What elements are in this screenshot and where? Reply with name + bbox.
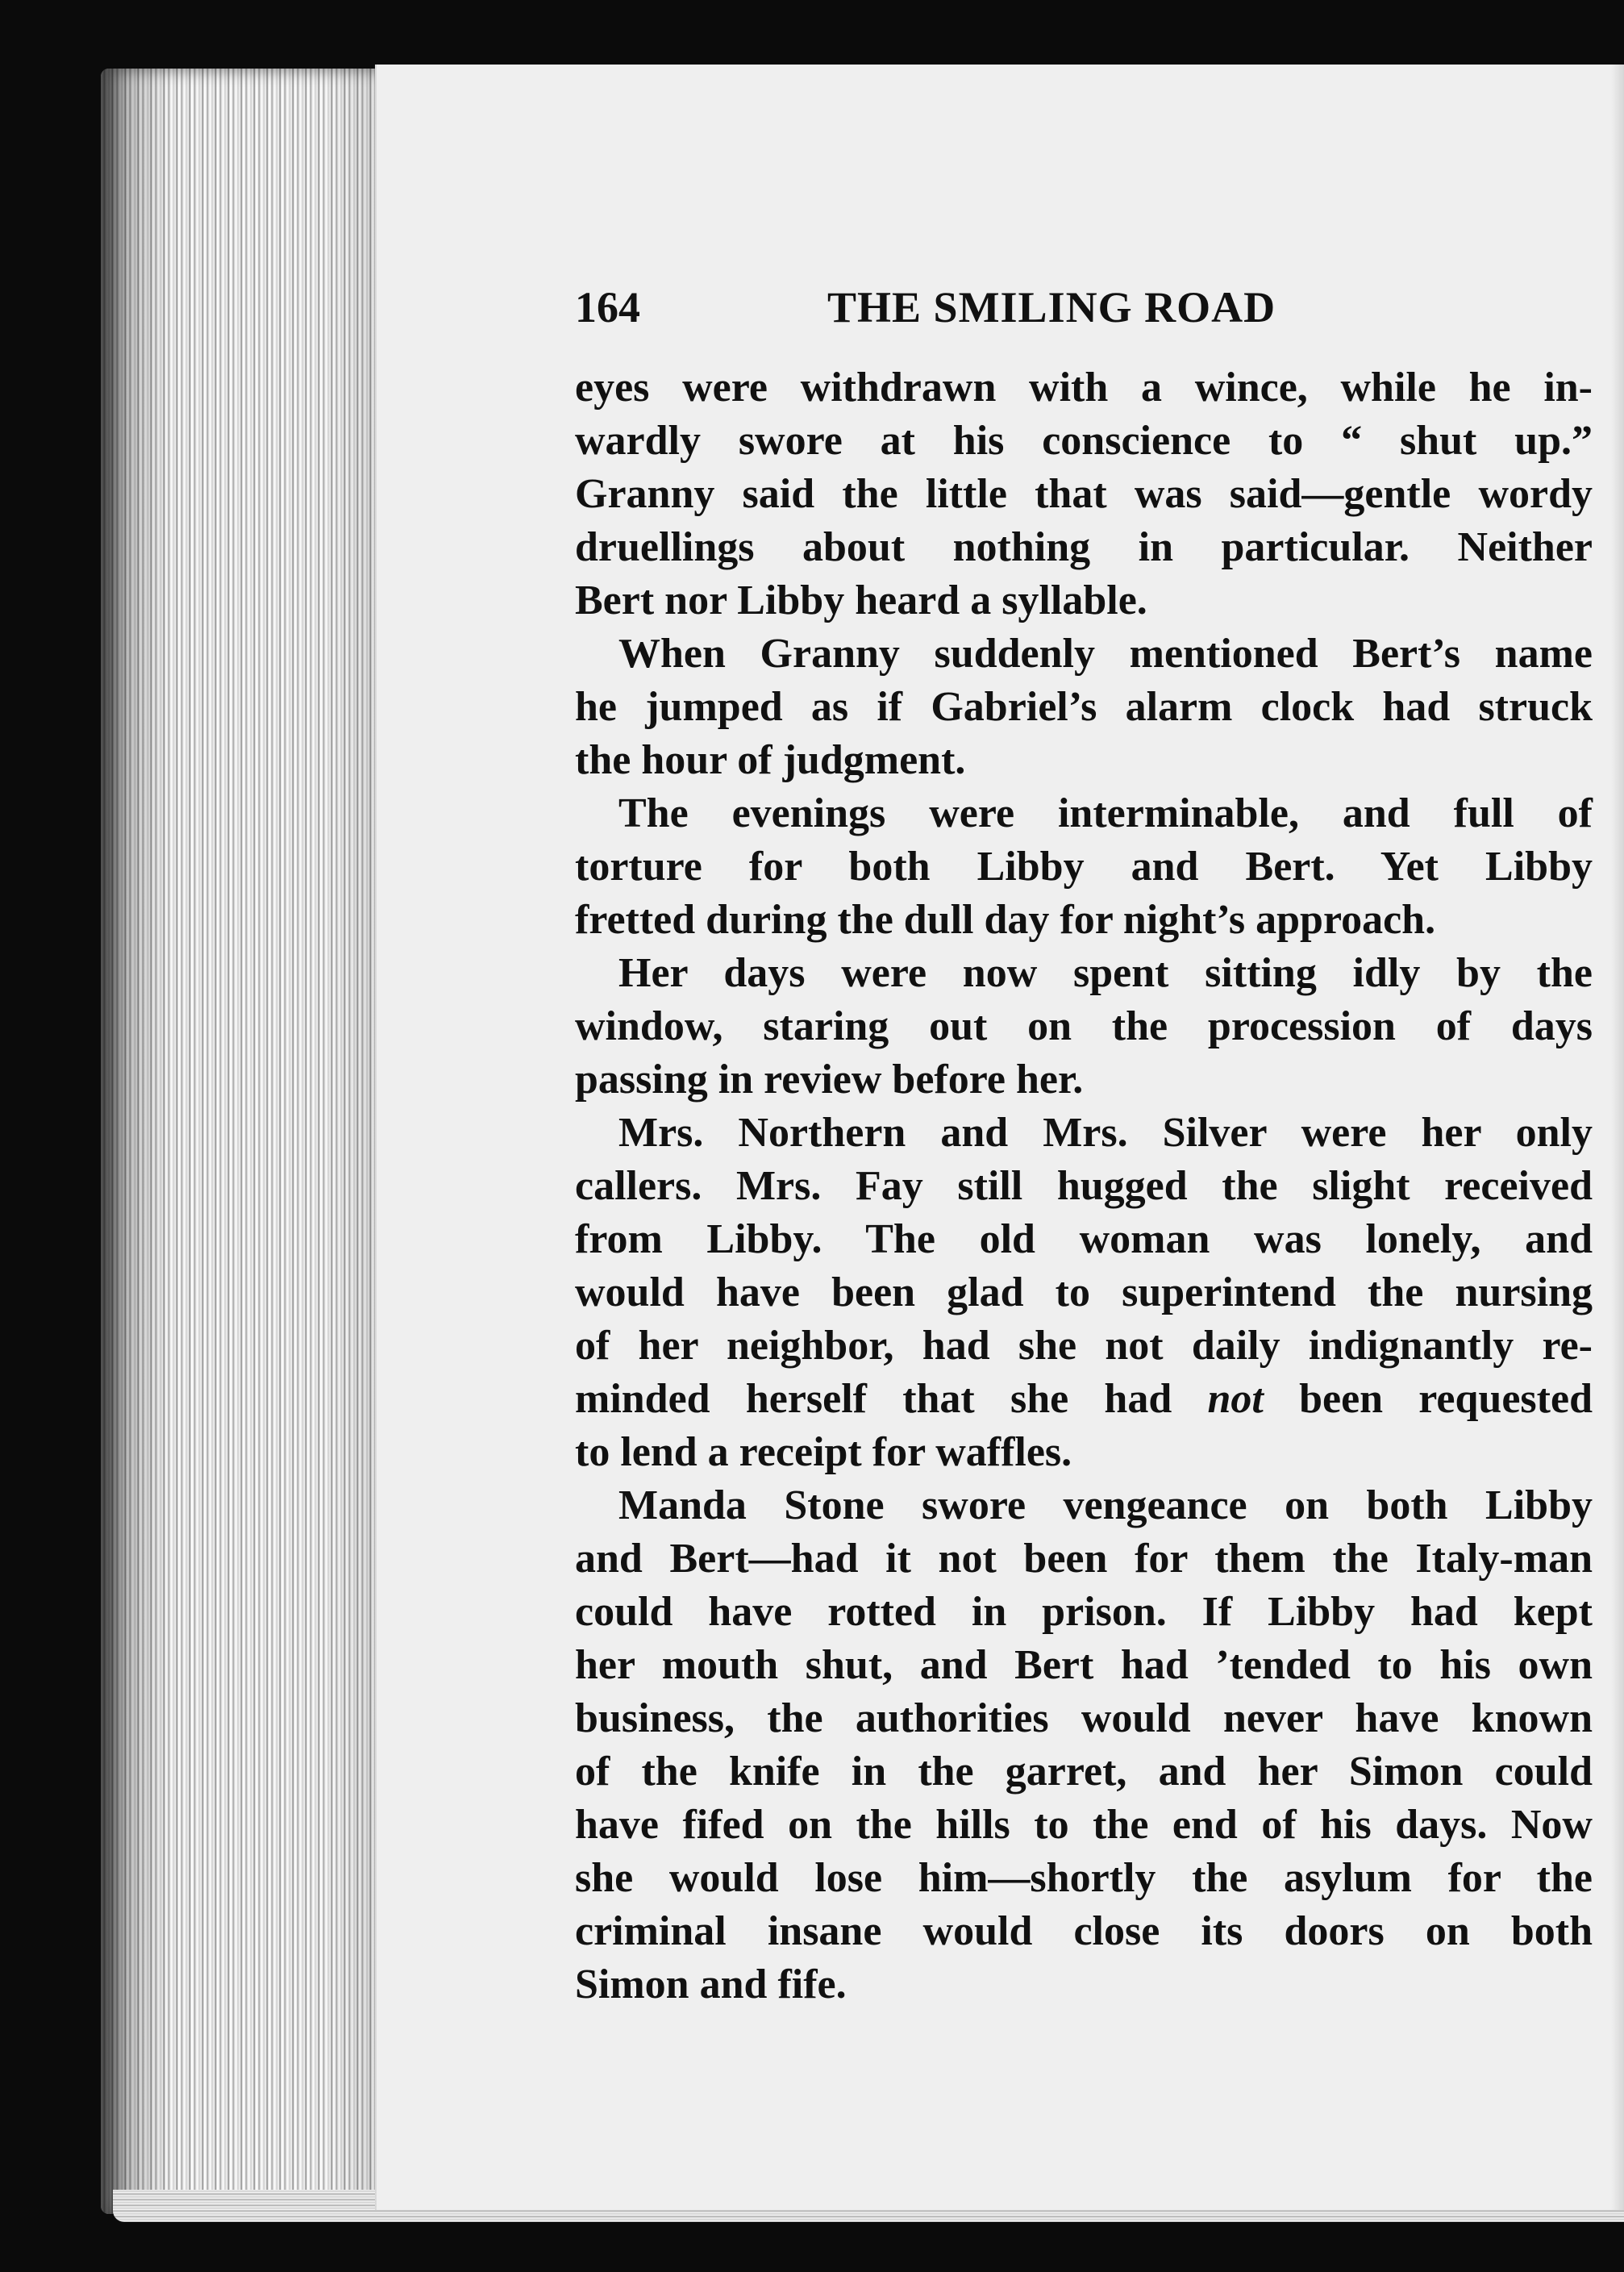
paragraph-2 bbox=[575, 627, 1593, 787]
text-line: wardly swore at his conscience to “ shut up.” bbox=[575, 418, 1593, 464]
text-line: have fifed on the hills to the end of his days. Now bbox=[575, 1802, 1593, 1848]
book-page-edges bbox=[101, 69, 383, 2214]
text-line: she would lose him—shortly the asylum for the bbox=[575, 1855, 1593, 1901]
text-line: torture for both Libby and Bert. Yet Libby bbox=[575, 844, 1593, 890]
text-line-with-italic bbox=[575, 1373, 1593, 1426]
page-number: 164 bbox=[575, 283, 640, 331]
running-head bbox=[575, 281, 1593, 350]
text-line: criminal insane would close its doors on both bbox=[575, 1908, 1593, 1954]
page-shadow bbox=[1611, 65, 1624, 2210]
text-line: he jumped as if Gabriel’s alarm clock had struck bbox=[575, 684, 1593, 730]
text-line: from Libby. The old woman was lonely, and bbox=[575, 1216, 1593, 1262]
paragraph-4 bbox=[575, 947, 1593, 1107]
text-line: The evenings were interminable, and full of bbox=[618, 790, 1593, 836]
text-line: callers. Mrs. Fay still hugged the slight received bbox=[575, 1163, 1593, 1209]
text-line: fretted during the dull day for night’s approach. bbox=[575, 897, 1436, 943]
text-line: and Bert—had it not been for them the Italy-man bbox=[575, 1536, 1593, 1582]
text-block bbox=[575, 281, 1593, 2011]
text-line: window, staring out on the procession of days bbox=[575, 1003, 1593, 1049]
text-line: druellings about nothing in particular. Neither bbox=[575, 524, 1593, 570]
text-line: eyes were withdrawn with a wince, while he in- bbox=[575, 365, 1593, 411]
text-line: When Granny suddenly mentioned Bert’s name bbox=[618, 631, 1593, 677]
book-page bbox=[375, 65, 1624, 2210]
paragraph-5 bbox=[575, 1107, 1593, 1479]
text-line: Her days were now spent sitting idly by the bbox=[618, 950, 1593, 996]
text-line: the hour of judgment. bbox=[575, 737, 966, 783]
text-line: of her neighbor, had she not daily indignantly re- bbox=[575, 1323, 1593, 1369]
text-line: to lend a receipt for waffles. bbox=[575, 1429, 1072, 1475]
text-line: of the knife in the garret, and her Simon could bbox=[575, 1749, 1593, 1795]
text-line: business, the authorities would never have known bbox=[575, 1695, 1593, 1741]
paragraph-1 bbox=[575, 361, 1593, 627]
paragraph-6 bbox=[575, 1479, 1593, 2011]
text-line: Simon and fife. bbox=[575, 1961, 847, 2007]
text-line: Granny said the little that was said—gentle wordy bbox=[575, 471, 1593, 517]
text-line: Mrs. Northern and Mrs. Silver were her only bbox=[618, 1110, 1593, 1156]
italic-word: not bbox=[1207, 1376, 1264, 1422]
text-line: could have rotted in prison. If Libby had kept bbox=[575, 1589, 1593, 1635]
text-line: her mouth shut, and Bert had ’tended to his own bbox=[575, 1642, 1593, 1688]
text-line: would have been glad to superintend the nursing bbox=[575, 1269, 1593, 1315]
text-line: passing in review before her. bbox=[575, 1057, 1084, 1103]
text-line: Manda Stone swore vengeance on both Libby bbox=[618, 1482, 1593, 1528]
paragraph-3 bbox=[575, 787, 1593, 947]
text-line: Bert nor Libby heard a syllable. bbox=[575, 577, 1147, 623]
text-segment: minded herself that she had bbox=[575, 1376, 1172, 1422]
text-segment: been requested bbox=[1263, 1376, 1593, 1422]
running-title: THE SMILING ROAD bbox=[827, 283, 1276, 331]
